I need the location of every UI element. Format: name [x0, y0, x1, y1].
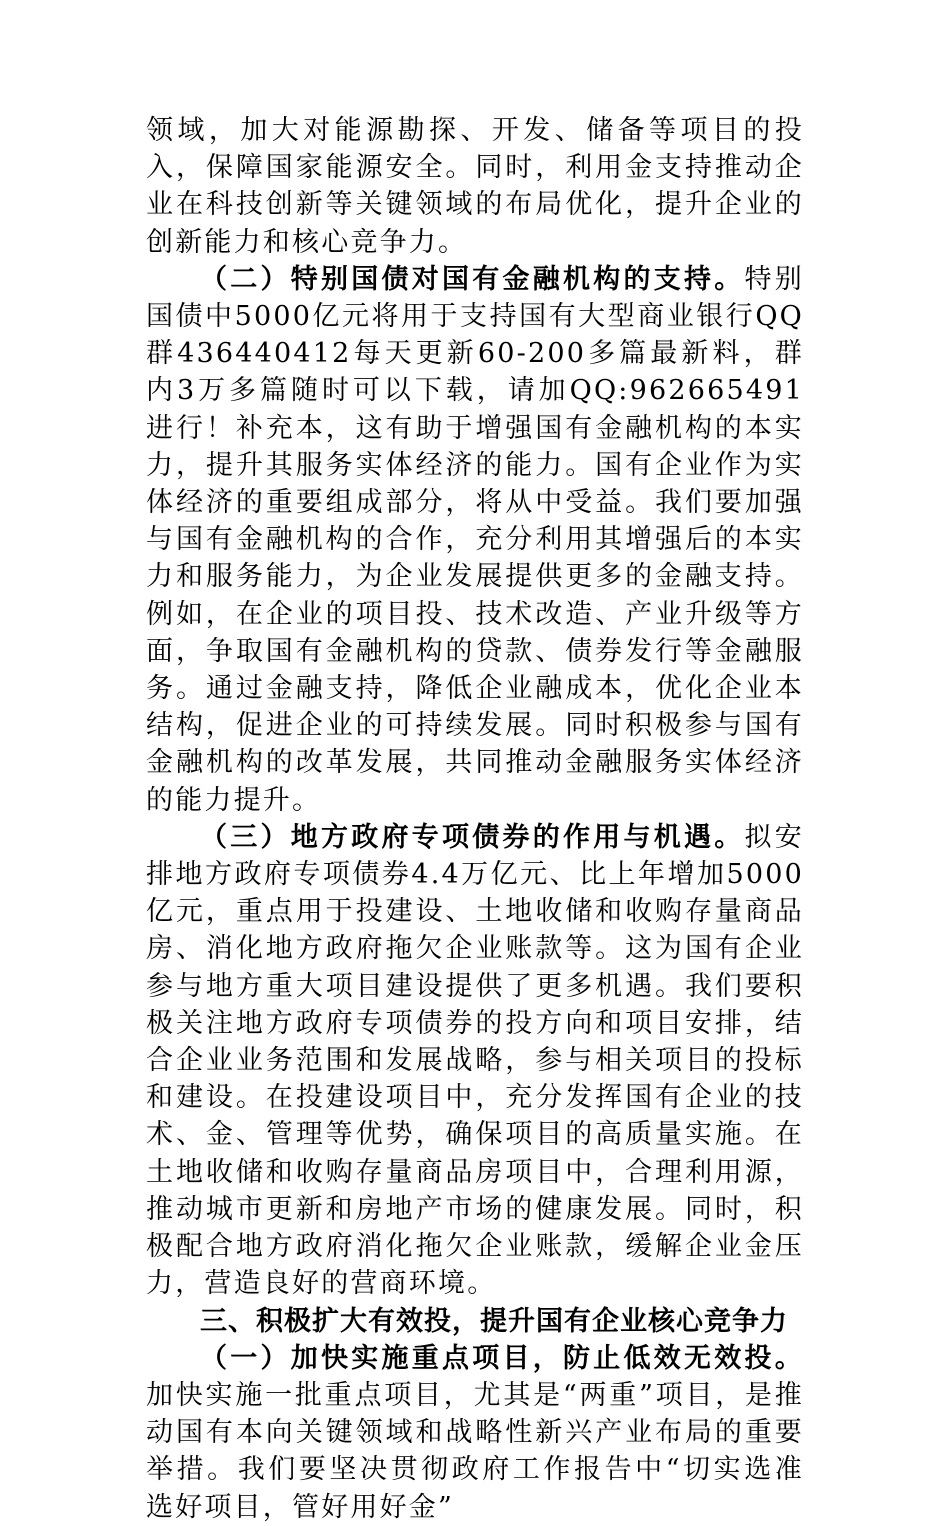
paragraph-text: 领域，加大对能源勘探、开发、储备等项目的投入，保障国家能源安全。同时，利用金支持推动企业在科技创新等关键领域的布局优化，提升企业的创新能力和核心竞争力。: [146, 115, 804, 258]
paragraph-lead-heading: （二）特别国债对国有金融机构的支持。: [200, 263, 745, 295]
paragraph-local-special-bonds: [146, 819, 804, 1303]
paragraph-text: 加快实施一批重点项目，尤其是“两重”项目，是推动国有本向关键领域和战略性新兴产业布局的重要举措。我们要坚决贯彻政府工作报告中“切实选准选好项目，管好用好金”: [146, 1379, 804, 1523]
paragraph-key-projects: [146, 1340, 804, 1526]
paragraph-lead-heading: （一）加快实施重点项目，防止低效无效投。: [200, 1342, 804, 1374]
document-body: [146, 112, 804, 1526]
paragraph-lead-heading: （三）地方政府专项债券的作用与机遇。: [200, 821, 745, 853]
paragraph-text: 特别国债中5000亿元将用于支持国有大型商业银行QQ群436440412每天更新60-200多篇最新料，群内3万多篇随时可以下载，请加QQ:962665491进行！补充本，这有助于增强国有金融机构的本实力，提升其服务实体经济的能力。国有企业作为实体经济的重要组成部分，将从中受益。我们要加强与国有金融机构的合作，充分利用其增强后的本实力和服务能力，为企业发展提供更多的金融支持。例如，在企业的项目投、技术改造、产业升级等方面，争取国有金融机构的贷款、债券发行等金融服务。通过金融支持，降低企业融成本，优化企业本结构，促进企业的可持续发展。同时积极参与国有金融机构的改革发展，共同推动金融服务实体经济的能力提升。: [146, 263, 804, 816]
paragraph-continuation: [146, 112, 804, 261]
paragraph-text: 拟安排地方政府专项债券4.4万亿元、比上年增加5000亿元，重点用于投建设、土地收储和收购存量商品房、消化地方政府拖欠企业账款等。这为国有企业参与地方重大项目建设提供了更多机遇。我们要积极关注地方政府专项债券的投方向和项目安排，结合企业业务范围和发展战略，参与相关项目的投标和建设。在投建设项目中，充分发挥国有企业的技术、金、管理等优势，确保项目的高质量实施。在土地收储和收购存量商品房项目中，合理利用源，推动城市更新和房地产市场的健康发展。同时，积极配合地方政府消化拖欠企业账款，缓解企业金压力，营造良好的营商环境。: [146, 821, 804, 1300]
paragraph-special-treasury-bonds: [146, 261, 804, 819]
section-heading: 三、积极扩大有效投，提升国有企业核心竞争力: [200, 1305, 788, 1337]
